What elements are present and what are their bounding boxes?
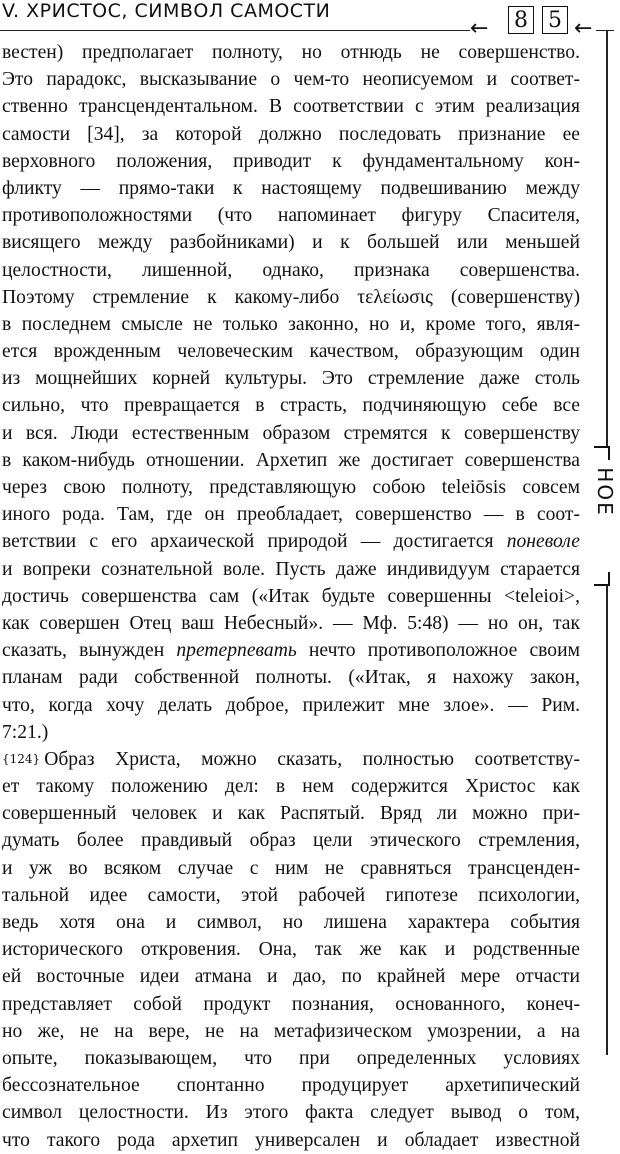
text-line: как совершен Отец ваш Небесный». — Мф. 5:48) — но он, так [2,612,580,634]
text-line: и вся. Люди естественным образом стремятся к совершенству [2,422,580,444]
right-arrow-icon: ← [574,16,593,41]
page-number-digit-1: 8 [508,6,534,34]
text-segment: Образ Христа, можно сказать, полностью соответству- [44,748,580,770]
text-line: фликту — прямо-таки к настоящему подвешиванию между [2,177,580,199]
text-line-with-italic [2,637,580,664]
text-line: Это парадокс, высказывание о чем-то неописуемом и соответ- [2,69,580,91]
text-line: представляет собой продукт познания, основанного, конеч- [2,993,580,1015]
text-line: думать более правдивый образ цели этического стремления, [2,830,580,852]
text-segment: сказать, вынужден [2,640,165,662]
text-line: достичь совершенства сам («Итак будьте совершенны <teleioi>, [2,585,580,607]
text-line: целостности, лишенной, однако, признака совершенства. [2,259,580,281]
text-line: ет такому положению дел: в нем содержится Христос как [2,776,580,798]
text-line: что такого рода архетип универсален и обладает известной [2,1129,580,1151]
header-rule [0,30,470,31]
text-line: противоположностями (что напоминает фигуру Спасителя, [2,205,580,227]
header-rule-right [596,30,614,31]
text-line: из мощнейших корней культуры. Это стремление даже столь [2,368,580,390]
text-line-with-italic [2,528,580,555]
text-line: символ целостности. Из этого факта следует вывод о том, [2,1102,580,1124]
text-line: иного рода. Там, где он преобладает, совершенство — в соот- [2,504,580,526]
text-line-paragraph-start [2,746,580,773]
text-line: через свою полноту, представляющую собою teleiōsis совсем [2,477,580,498]
italic-term: претерпевать [176,640,297,662]
text-line: 7:21.) [2,721,49,743]
running-header-title: V. ХРИСТОС, СИМВОЛ САМОСТИ [2,0,331,22]
text-line: Поэтому стремление к какому-либо τελείωσις (совершенству) [2,286,580,308]
text-line: но же, не на вере, не на метафизическом умозрении, а на [2,1020,580,1042]
text-line: опыте, показывающем, что при определенных условиях [2,1047,580,1069]
text-line: и уж во всяком случае с ним не сравняться трансценден- [2,857,580,879]
text-line: ведь хотя она и символ, но лишена характера события [2,912,580,933]
text-segment: ветствии с его архаической природой — достигается [2,531,494,553]
margin-bracket-bottom [594,572,610,586]
side-page-label: НОЕ [593,467,617,517]
text-line: что, когда хочу делать доброе, прилежит мне злое». — Рим. [2,694,580,716]
text-line: в каком-нибудь отношении. Архетип же достигает совершенства [2,449,580,471]
page-number-digit-2: 5 [542,6,568,34]
text-line: бессознательное спонтанно продуцирует архетипический [2,1075,580,1097]
text-line: висящего между разбойниками) и к большей или меньшей [2,232,580,254]
text-line: совершенный человек и как Распятый. Вряд ли можно при- [2,803,580,825]
text-line: ей восточные идеи атмана и дао, по крайней мере отчасти [2,966,580,988]
margin-rule-top [606,30,608,448]
left-arrow-icon: ← [470,16,489,41]
margin-rule-bottom [606,585,608,1055]
text-line: планам ради собственной полноты. («Итак, я нахожу закон, [2,667,580,689]
text-line: тальной идее самости, этой рабочей гипотезе психологии, [2,884,580,906]
text-line: в последнем смысле не только законно, но и, кроме того, явля- [2,313,580,335]
text-segment: нечто противоположное своим [296,640,580,662]
paragraph-number: {124} [2,751,41,766]
text-line: исторического откровения. Она, так же как и родственные [2,939,580,961]
italic-term: поневоле [506,531,580,553]
body-text [2,39,580,1154]
text-line: и вопреки сознательной воле. Пусть даже индивидуум старается [2,558,580,580]
text-line: ственно трансцендентальном. В соответствии с этим реализация [2,96,580,118]
text-line: верховного положения, приводит к фундаментальному кон- [2,150,580,172]
text-line: ется врожденным человеческим качеством, образующим один [2,341,580,363]
text-line: сильно, что превращается в страсть, подчиняющую себе все [2,395,580,417]
text-line: самости [34], за которой должно последовать признание ее [2,123,580,145]
text-line: вестен) предполагает полноту, но отнюдь не совершенство. [2,42,580,63]
